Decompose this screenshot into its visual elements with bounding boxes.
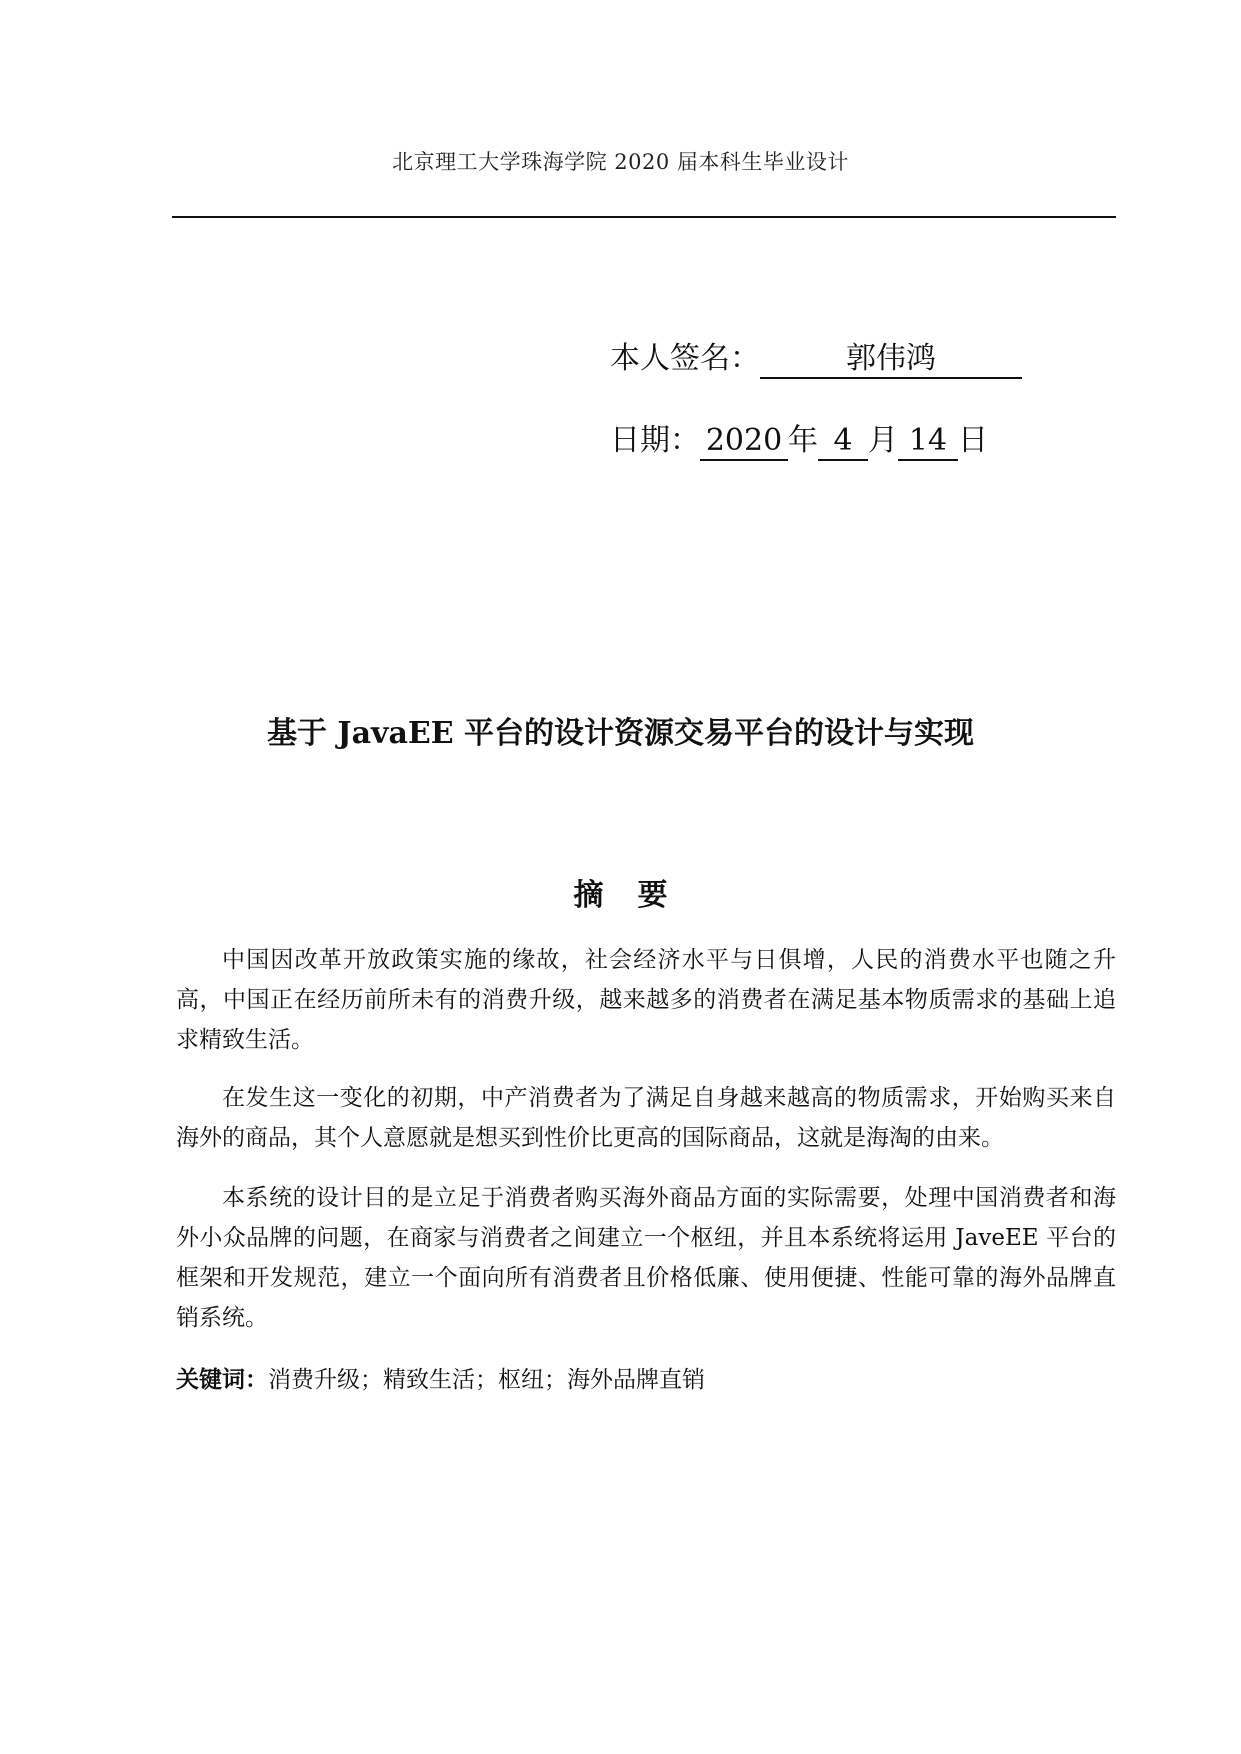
signature-label: 本人签名： [610,341,760,376]
date-month: 4 [818,423,868,461]
page-header: 北京理工大学珠海学院 2020 届本科生毕业设计 [392,150,849,174]
date-year-unit: 年 [788,423,818,458]
date-year: 2020 [700,423,788,461]
date-month-unit: 月 [868,423,898,458]
abstract-paragraph-3: 本系统的设计目的是立足于消费者购买海外商品方面的实际需要，处理中国消费者和海外小众品牌的问题，在商家与消费者之间建立一个枢纽，并且本系统将运用 JaveEE 平台的框架和开发规范，建立一个面向所有消费者且价格低廉、使用便捷、性能可靠的海外品牌直销系统。 [176,1185,1116,1331]
thesis-title: 基于 JavaEE 平台的设计资源交易平台的设计与实现 [266,716,975,751]
date-label: 日期： [610,423,700,458]
date-line [610,415,988,461]
header-divider [172,216,1116,218]
abstract-paragraph-1: 中国因改革开放政策实施的缘故，社会经济水平与日俱增，人民的消费水平也随之升高，中国正在经历前所未有的消费升级，越来越多的消费者在满足基本物质需求的基础上追求精致生活。 [176,947,1116,1053]
date-day: 14 [898,423,958,461]
keywords-line [176,1360,1116,1400]
abstract-paragraph-2: 在发生这一变化的初期，中产消费者为了满足自身越来越高的物质需求，开始购买来自海外的商品，其个人意愿就是想买到性价比更高的国际商品，这就是海淘的由来。 [176,1085,1116,1151]
keywords-label: 关键词： [176,1366,268,1393]
keywords-values: 消费升级；精致生活；枢纽；海外品牌直销 [268,1367,705,1393]
signature-line [610,333,1022,379]
date-day-unit: 日 [958,423,988,458]
signature-name: 郭伟鸿 [760,341,1022,379]
abstract-heading: 摘要 [573,878,702,913]
